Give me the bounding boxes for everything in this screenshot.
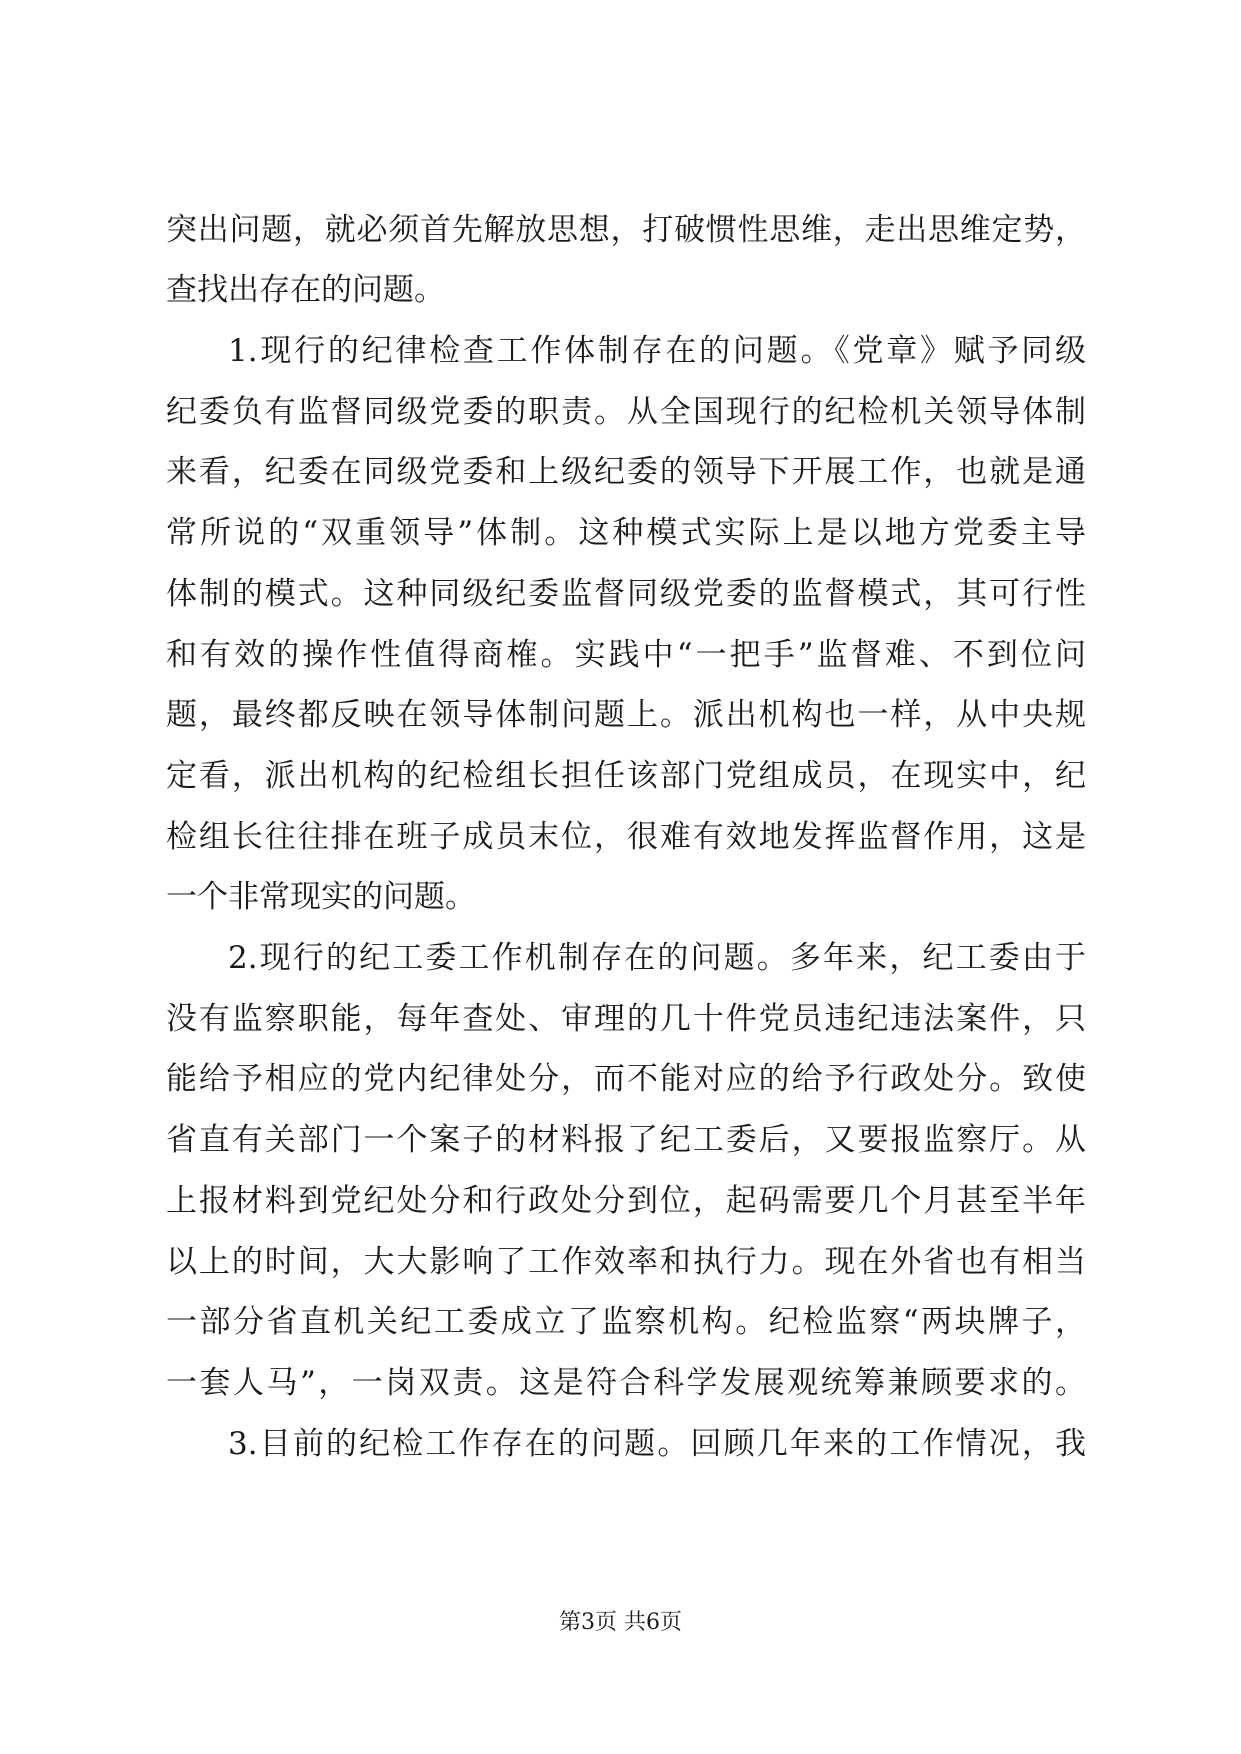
text-line: 查找出存在的问题。 <box>166 272 445 308</box>
text-line: 1.现行的纪律检查工作体制存在的问题。《党章》赋予同级 <box>228 333 1086 369</box>
page-number-footer: 第3页 共6页 <box>559 1610 682 1635</box>
text-line: 省直有关部门一个案子的材料报了纪工委后，又要报监察厅。从 <box>166 1122 1086 1158</box>
text-line: 2.现行的纪工委工作机制存在的问题。多年来，纪工委由于 <box>228 940 1086 976</box>
text-line: 3.目前的纪检工作存在的问题。回顾几年来的工作情况，我 <box>228 1426 1086 1462</box>
text-line: 以上的时间，大大影响了工作效率和执行力。现在外省也有相当 <box>166 1244 1086 1280</box>
text-line: 没有监察职能，每年查处、审理的几十件党员违纪违法案件，只 <box>166 1001 1086 1037</box>
text-line: 来看，纪委在同级党委和上级纪委的领导下开展工作，也就是通 <box>166 454 1086 490</box>
text-line: 定看，派出机构的纪检组长担任该部门党组成员，在现实中，纪 <box>166 758 1086 794</box>
text-line: 一套人马”，一岗双责。这是符合科学发展观统筹兼顾要求的。 <box>166 1365 1086 1401</box>
text-line: 常所说的“双重领导”体制。这种模式实际上是以地方党委主导 <box>166 515 1086 551</box>
text-line: 体制的模式。这种同级纪委监督同级党委的监督模式，其可行性 <box>166 576 1086 612</box>
text-line: 检组长往往排在班子成员末位，很难有效地发挥监督作用，这是 <box>166 819 1086 855</box>
text-line: 一个非常现实的问题。 <box>166 879 476 915</box>
text-line: 纪委负有监督同级党委的职责。从全国现行的纪检机关领导体制 <box>166 394 1086 430</box>
text-line: 能给予相应的党内纪律处分，而不能对应的给予行政处分。致使 <box>166 1061 1086 1097</box>
text-line: 一部分省直机关纪工委成立了监察机构。纪检监察“两块牌子， <box>166 1304 1086 1340</box>
text-line: 突出问题，就必须首先解放思想，打破惯性思维，走出思维定势， <box>166 212 1086 248</box>
text-line: 和有效的操作性值得商榷。实践中“一把手”监督难、不到位问 <box>166 637 1086 673</box>
text-line: 题，最终都反映在领导体制问题上。派出机构也一样，从中央规 <box>166 697 1086 733</box>
text-line: 上报材料到党纪处分和行政处分到位，起码需要几个月甚至半年 <box>166 1183 1086 1219</box>
